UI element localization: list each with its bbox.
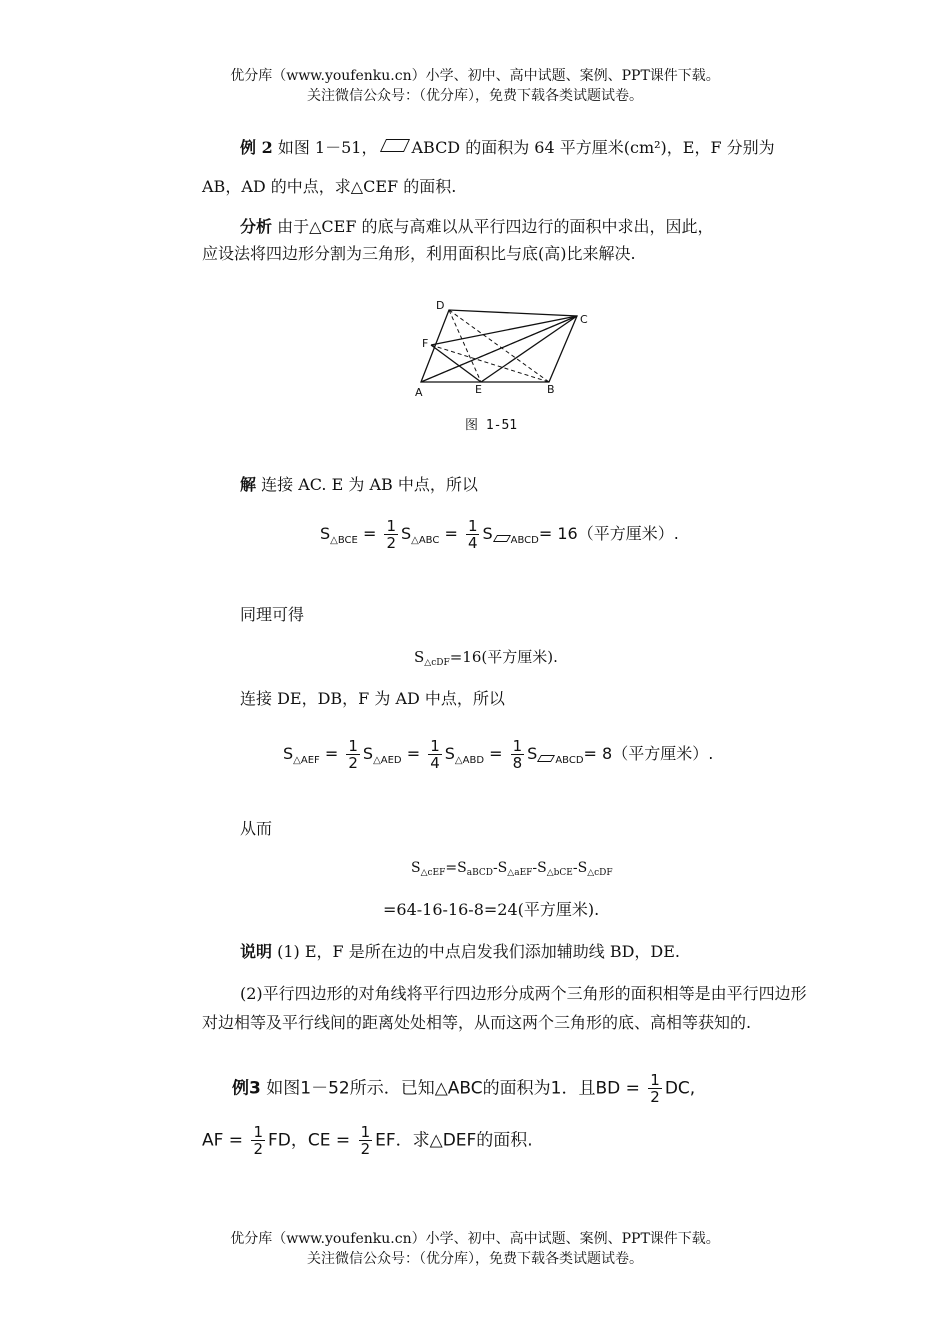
note-text-1: (1) E，F 是所在边的中点启发我们添加辅助线 BD，DE. [277, 942, 680, 961]
note-line-1 [240, 940, 680, 964]
equation-2: $S_{\triangle cDF}=16$(平方厘米). [414, 648, 558, 668]
footer-line-1: 优分库（www.youfenku.cn）小学、初中、高中试题、案例、PPT课件下载。 [230, 1231, 720, 1247]
label-b: B [547, 383, 555, 396]
figure-1-51 [405, 296, 605, 408]
header-line-2: 关注微信公众号：（优分库），免费下载各类试题试卷。 [307, 88, 643, 104]
example-2-line-2: AB，AD 的中点，求△CEF 的面积. [202, 177, 457, 196]
equation-1: $S_{\triangle BCE}$ = $\frac{1}{2}$ $S_{\triangle ABC}$ = $\frac{1}{4}$ S $_{ABCD}$= 16（平方厘米）. [320, 517, 679, 552]
solution-label: 解 [240, 475, 257, 494]
label-d: D [436, 299, 445, 312]
parallelogram-icon [380, 139, 410, 152]
parallelogram-icon [537, 755, 555, 762]
footer-line-2: 关注微信公众号：（优分库），免费下载各类试题试卷。 [307, 1251, 643, 1267]
example-2-text-b: ABCD 的面积为 64 平方厘米(cm²)，E，F 分别为 [411, 138, 775, 157]
example-2-label: 例 2 [240, 138, 273, 157]
figure-caption: 图 1-51 [465, 418, 518, 433]
label-f: F [422, 337, 429, 350]
segment-ef [431, 345, 481, 382]
solution-text-2: 同理可得 [240, 605, 305, 624]
example-2-text-a: 如图 1－51， [277, 138, 378, 157]
solution-line-1 [240, 473, 478, 497]
solution-text-3: 连接 DE，DB，F 为 AD 中点，所以 [240, 689, 505, 708]
analysis-label: 分析 [240, 217, 273, 236]
example-3-line-2: AF = $\frac{1}{2}$ FD，CE = $\frac{1}{2}$ EF．求△DEF的面积. [202, 1123, 533, 1158]
equation-5: =64-16-16-8=24(平方厘米). [383, 900, 600, 919]
parallelogram-icon [493, 535, 511, 542]
equation-3: $S_{\triangle AEF}$ = $\frac{1}{2}$ $S_{\triangle AED}$ = $\frac{1}{4}$ $S_{\triangle ABD}$ = $\frac{1}{8}$ S $_{ABCD}$= 8（平方厘米）. [283, 737, 714, 772]
analysis-line-2: 应设法将四边形分割为三角形，利用面积比与底(高)比来解决. [202, 244, 636, 263]
equation-4: $S_{\triangle cEF}=S_{aBCD}-S_{\triangle aEF}-S_{\triangle bCE}-S_{\triangle cDF}$ [411, 860, 613, 878]
note-label: 说明 [240, 942, 273, 961]
label-c: C [580, 313, 588, 326]
label-e: E [475, 383, 482, 396]
header-line-1: 优分库（www.youfenku.cn）小学、初中、高中试题、案例、PPT课件下载。 [230, 68, 720, 84]
example-2-line-1 [240, 136, 775, 160]
label-a: A [415, 386, 423, 399]
dashed-de [449, 310, 481, 382]
analysis-line-1 [240, 215, 714, 239]
note-text-2: (2)平行四边形的对角线将平行四边形分成两个三角形的面积相等是由平行四边形对边相等及平行线间的距离处处相等，从而这两个三角形的底、高相等获知的. [202, 984, 807, 1032]
solution-text-4: 从而 [240, 819, 273, 838]
example-3-label: 例3 [232, 1078, 261, 1099]
example-3-line-1: 例3 如图1－52所示．已知△ABC的面积为1．且BD = $\frac{1}{2}$ DC, [232, 1071, 696, 1106]
analysis-text-1: 由于△CEF 的底与高难以从平行四边行的面积中求出，因此， [277, 217, 714, 236]
solution-text-1: 连接 AC. E 为 AB 中点，所以 [261, 475, 478, 494]
